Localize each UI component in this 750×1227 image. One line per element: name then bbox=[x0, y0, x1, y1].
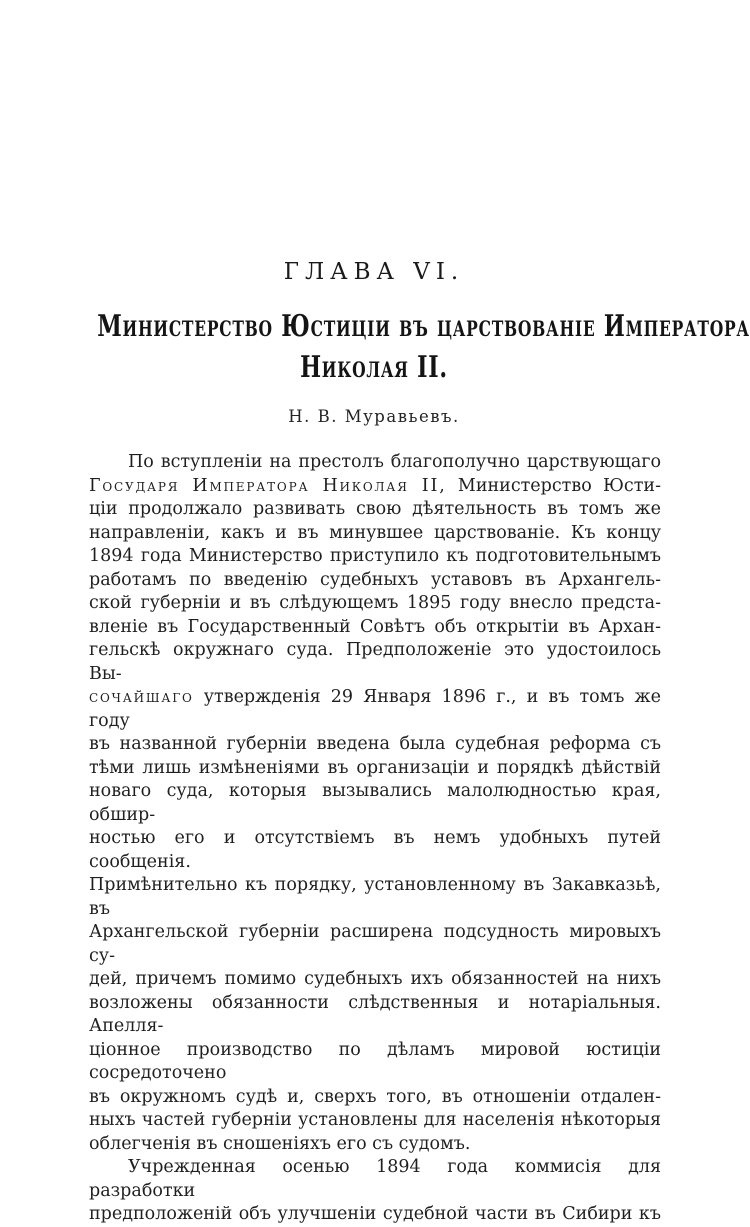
text-line: возложены обязанности слѣдственныя и нотаріальныя. Апелля- bbox=[89, 992, 661, 1036]
text-line bbox=[89, 686, 661, 733]
text-line: тѣми лишь измѣненіями въ организаціи и порядкѣ дѣйствій bbox=[89, 757, 661, 778]
text-line: ныхъ частей губерніи установлены для населенія нѣкоторыя bbox=[89, 1110, 661, 1130]
text-line: вленіе въ Государственный Совѣтъ объ открытіи въ Архан- bbox=[89, 616, 661, 637]
text-line: въ названной губерніи введена была судебная реформа съ bbox=[89, 734, 661, 754]
text-line: направленіи, какъ и въ минувшее царствованіе. Къ концу bbox=[89, 522, 661, 543]
text-segment: утвержденія 29 Января 1896 г., и въ томъ же году bbox=[89, 687, 661, 731]
text-line: Учрежденная осенью 1894 года коммисія для разработки bbox=[89, 1157, 661, 1201]
paragraph bbox=[89, 1156, 661, 1227]
text-line: новаго суда, которыя вызывались малолюдностью края, обшир- bbox=[89, 781, 661, 825]
text-line: ціонное производство по дѣламъ мировой юстиціи сосредоточено bbox=[89, 1039, 661, 1083]
paragraph bbox=[89, 451, 661, 1156]
text-line: предположеній объ улучшеніи судебной части въ Сибири къ bbox=[89, 1204, 661, 1224]
text-line: 1894 года Министерство приступило къ подготовительнымъ bbox=[89, 546, 661, 566]
article-title bbox=[0, 306, 748, 388]
text-line: ціи продолжало развивать свою дѣятельность въ томъ же bbox=[89, 499, 661, 519]
text-line: облегченія въ сношеніяхъ его съ судомъ. bbox=[89, 1133, 471, 1154]
text-line: въ окружномъ судѣ и, сверхъ того, въ отношеніи отдален- bbox=[89, 1086, 661, 1107]
title-line-1: Министерство Юстиціи въ царствованіе Императора bbox=[97, 309, 750, 344]
text-line: ской губерніи и въ слѣдующемъ 1895 году внесло предста- bbox=[89, 593, 661, 613]
text-line: работамъ по введенію судебныхъ уставовъ въ Архангель- bbox=[89, 569, 661, 590]
author-byline: Н. В. Муравьевъ. bbox=[288, 407, 460, 426]
text-line: Примѣнительно къ порядку, установленному въ Закавказьѣ, въ bbox=[89, 875, 661, 919]
text-segment: Министерство Юсти- bbox=[457, 475, 661, 496]
chapter-heading: ГЛАВА VI. bbox=[283, 259, 465, 285]
title-line-2: Николая II. bbox=[300, 350, 448, 385]
small-caps-segment: сочайшаго bbox=[89, 687, 194, 707]
text-line: Архангельской губерніи расширена подсудность мировыхъ су- bbox=[89, 922, 661, 966]
text-line: ностью его и отсутствіемъ въ немъ удобныхъ путей сообщенія. bbox=[89, 828, 661, 872]
small-caps-segment: Государя Императора Николая II, bbox=[89, 475, 447, 496]
text-line bbox=[89, 475, 661, 499]
text-line: По вступленіи на престолъ благополучно царствующаго bbox=[128, 452, 661, 472]
text-line: дей, причемъ помимо судебныхъ ихъ обязанностей на нихъ bbox=[89, 969, 661, 989]
text-line: гельскѣ окружнаго суда. Предположеніе это удостоилось Вы- bbox=[89, 640, 661, 684]
body-text bbox=[89, 451, 661, 1227]
